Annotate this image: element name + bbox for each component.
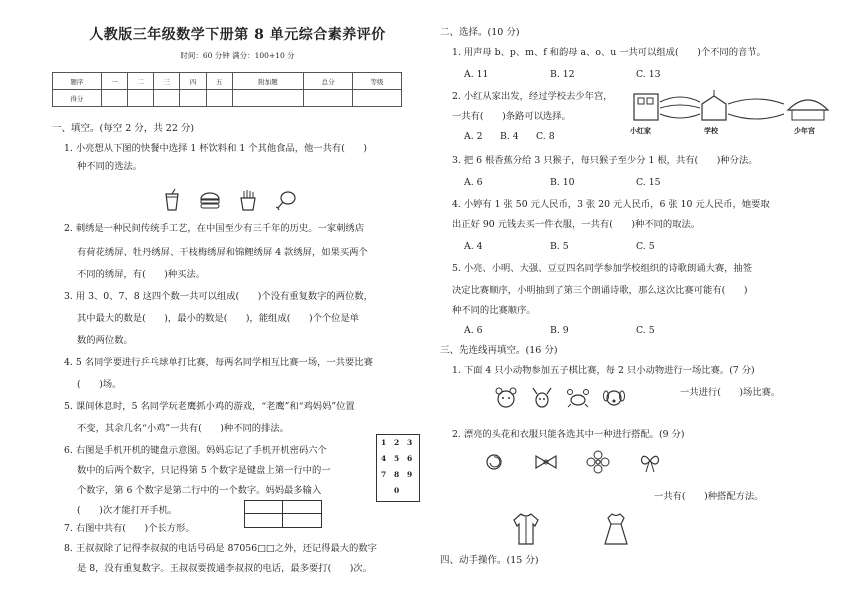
question-3-line: 数的两位数。 (77, 335, 133, 346)
keypad-key: 6 (407, 454, 413, 463)
keypad-key: 3 (407, 438, 413, 447)
choice-option: A. 6 (464, 325, 483, 336)
section-1-heading: 一、填空。(每空 2 分，共 22 分) (52, 123, 195, 134)
question-8-line: 8. 王叔叔除了记得李叔叔的电话号码是 87056□□之外，还记得最大的数字 (64, 543, 377, 554)
choice-5-line: 决定比赛顺序，小明抽到了第三个朗诵诗歌，那么这次比赛可能有( ) (452, 285, 748, 296)
score-cell[interactable] (206, 90, 232, 107)
flower-hairpin-icon (586, 450, 610, 474)
choice-option: B. 10 (550, 177, 575, 188)
map-label-school: 学校 (704, 126, 718, 135)
score-header-cell: 三 (154, 73, 180, 90)
choice-option: A. 6 (464, 177, 483, 188)
choice-5-line: 种不同的比赛顺序。 (452, 305, 536, 316)
keypad-key: 2 (394, 438, 400, 447)
question-1-line: 1. 小亮想从下图的快餐中选择 1 杯饮料和 1 个其他食品，他一共有( ) (64, 143, 368, 154)
youth-palace-icon (788, 100, 828, 110)
phone-keypad (376, 434, 420, 502)
score-row (53, 90, 402, 107)
section-4-heading: 四、动手操作。(15 分) (440, 555, 539, 566)
crab-icon (566, 386, 590, 410)
score-cell[interactable] (154, 90, 180, 107)
question-3-line: 其中最大的数是( )，最小的数是( )，能组成( )个个位是单 (77, 313, 360, 324)
question-7-line: 7. 右图中共有( )个长方形。 (64, 523, 195, 534)
school-building-icon (702, 96, 726, 120)
score-header-cell: 总分 (304, 73, 353, 90)
question-4-line: 4. 5 名同学要进行乒乓球单打比赛，每两名同学相互比赛一场，一共要比赛 (64, 357, 373, 368)
keypad-key: 5 (394, 454, 400, 463)
score-cell[interactable] (128, 90, 154, 107)
match-2-fill: 一共有( )种搭配方法。 (654, 491, 764, 502)
fast-food-images (160, 188, 298, 212)
question-4-line: ( )场。 (77, 379, 122, 390)
score-header-cell: 二 (128, 73, 154, 90)
question-6-line: 个数字，第 6 个数字是第二行中的一个数字。妈妈最多输入 (77, 485, 322, 496)
drink-cup-icon (160, 188, 184, 212)
keypad-key: 4 (381, 454, 387, 463)
map-label-home: 小红家 (630, 126, 651, 135)
question-6-line: 数中的后两个数字，只记得第 5 个数字是键盘上第一行中的一 (77, 465, 331, 476)
score-cell[interactable] (304, 90, 353, 107)
score-cell[interactable] (101, 90, 127, 107)
choice-option: C. 13 (636, 69, 661, 80)
choice-4-line: 4. 小婷有 1 张 50 元人民币，3 张 20 元人民币，6 张 10 元人民币，她要取 (452, 199, 770, 210)
choice-option: C. 5 (636, 325, 655, 336)
clothes-images (512, 512, 630, 546)
keypad-key: 9 (407, 470, 413, 479)
keypad-key: 0 (394, 486, 400, 495)
coat-icon (512, 512, 540, 546)
dog-face-icon (602, 386, 626, 410)
question-6-line: ( )次才能打开手机。 (77, 505, 178, 516)
keypad-key: 8 (394, 470, 400, 479)
exam-info: 时间：60 分钟 满分：100+10 分 (180, 51, 295, 60)
choice-1-line: 1. 用声母 b、p、m、f 和韵母 a、o、u 一共可以组成( )个不同的音节。 (452, 47, 766, 58)
choice-2-line: 一共有( )条路可以选择。 (452, 111, 571, 122)
score-header-row (53, 73, 402, 90)
page-title: 人教版三年级数学下册第 8 单元综合素养评价 (89, 27, 386, 43)
hair-flower-images (482, 450, 662, 474)
score-cell[interactable] (353, 90, 402, 107)
question-3-line: 3. 用 3、0、7、8 这四个数一共可以组成( )个没有重复数字的两位数， (64, 291, 373, 302)
choice-4-line: 出正好 90 元钱去买一件衣服，一共有( )种不同的取法。 (452, 219, 701, 230)
choice-option: B. 5 (550, 241, 569, 252)
question-2-line: 2. 刺绣是一种民间传统手工艺，在中国至少有三千年的历史。一家刺绣店 (64, 223, 365, 234)
route-map-drawing (628, 90, 838, 126)
score-header-cell: 五 (206, 73, 232, 90)
question-6-line: 6. 右图是手机开机的键盘示意图。妈妈忘记了手机开机密码六个 (64, 445, 327, 456)
score-table (52, 72, 402, 107)
question-5-line: 不变，其余几名“小鸡”一共有( )种不同的排法。 (77, 423, 289, 434)
score-header-cell: 一 (101, 73, 127, 90)
match-1-line: 1. 下面 4 只小动物参加五子棋比赛，每 2 只小动物进行一场比赛。(7 分) (452, 365, 755, 376)
score-cell[interactable] (232, 90, 304, 107)
question-2-line: 有荷花绣屏、牡丹绣屏、干枝梅绣屏和锦鲤绣屏 4 款绣屏，如果买两个 (77, 247, 368, 258)
route-map (628, 90, 838, 138)
score-header-cell: 题序 (53, 73, 102, 90)
score-header-cell: 等级 (353, 73, 402, 90)
choice-2-line: 2. 小红从家出发，经过学校去少年宫， (452, 91, 613, 102)
section-3-heading: 三、先连线再填空。(16 分) (440, 345, 558, 356)
ribbon-hairpin-icon (638, 450, 662, 474)
deer-face-icon (530, 386, 554, 410)
score-header-cell: 四 (180, 73, 206, 90)
bow-hairpin-icon (534, 450, 558, 474)
question-5-line: 5. 课间休息时，5 名同学玩老鹰抓小鸡的游戏，“老鹰”和“鸡妈妈”位置 (64, 401, 355, 412)
choice-3-line: 3. 把 6 根香蕉分给 3 只猴子，每只猴子至少分 1 根，共有( )种分法。 (452, 155, 758, 166)
bear-face-icon (494, 386, 518, 410)
burger-icon (198, 188, 222, 212)
choice-5-line: 5. 小亮、小明、大强、豆豆四名同学参加学校组织的诗歌朗诵大赛，抽签 (452, 263, 753, 274)
score-row-label: 得分 (53, 90, 102, 107)
section-2-heading: 二、选择。(10 分) (440, 27, 520, 38)
map-label-youth-palace: 少年宫 (794, 126, 815, 135)
match-2-line: 2. 漂亮的头花和衣服只能各选其中一种进行搭配。(9 分) (452, 429, 685, 440)
dress-icon (602, 512, 630, 546)
choice-option: C. 5 (636, 241, 655, 252)
choice-option: A. 11 (464, 69, 489, 80)
keypad-key: 1 (381, 438, 387, 447)
choice-option: B. 9 (550, 325, 569, 336)
match-1-fill: 一共进行( )场比赛。 (680, 387, 781, 398)
choice-option: A. 2 (464, 131, 483, 142)
choice-option: C. 8 (536, 131, 555, 142)
question-2-line: 不同的绣屏，有( )种买法。 (77, 269, 206, 280)
score-cell[interactable] (180, 90, 206, 107)
chicken-leg-icon (274, 188, 298, 212)
fries-icon (236, 188, 260, 212)
choice-option: A. 4 (464, 241, 483, 252)
question-8-line: 是 8，没有重复数字。王叔叔要拨通李叔叔的电话，最多要打( )次。 (77, 563, 373, 574)
animal-images (494, 386, 626, 410)
rose-hairpin-icon (482, 450, 506, 474)
question-1-line: 种不同的选法。 (77, 161, 143, 172)
score-header-cell: 附加题 (232, 73, 304, 90)
rectangle-figure (244, 500, 322, 528)
choice-option: B. 12 (550, 69, 575, 80)
keypad-key: 7 (381, 470, 387, 479)
choice-option: B. 4 (500, 131, 519, 142)
choice-option: C. 15 (636, 177, 661, 188)
